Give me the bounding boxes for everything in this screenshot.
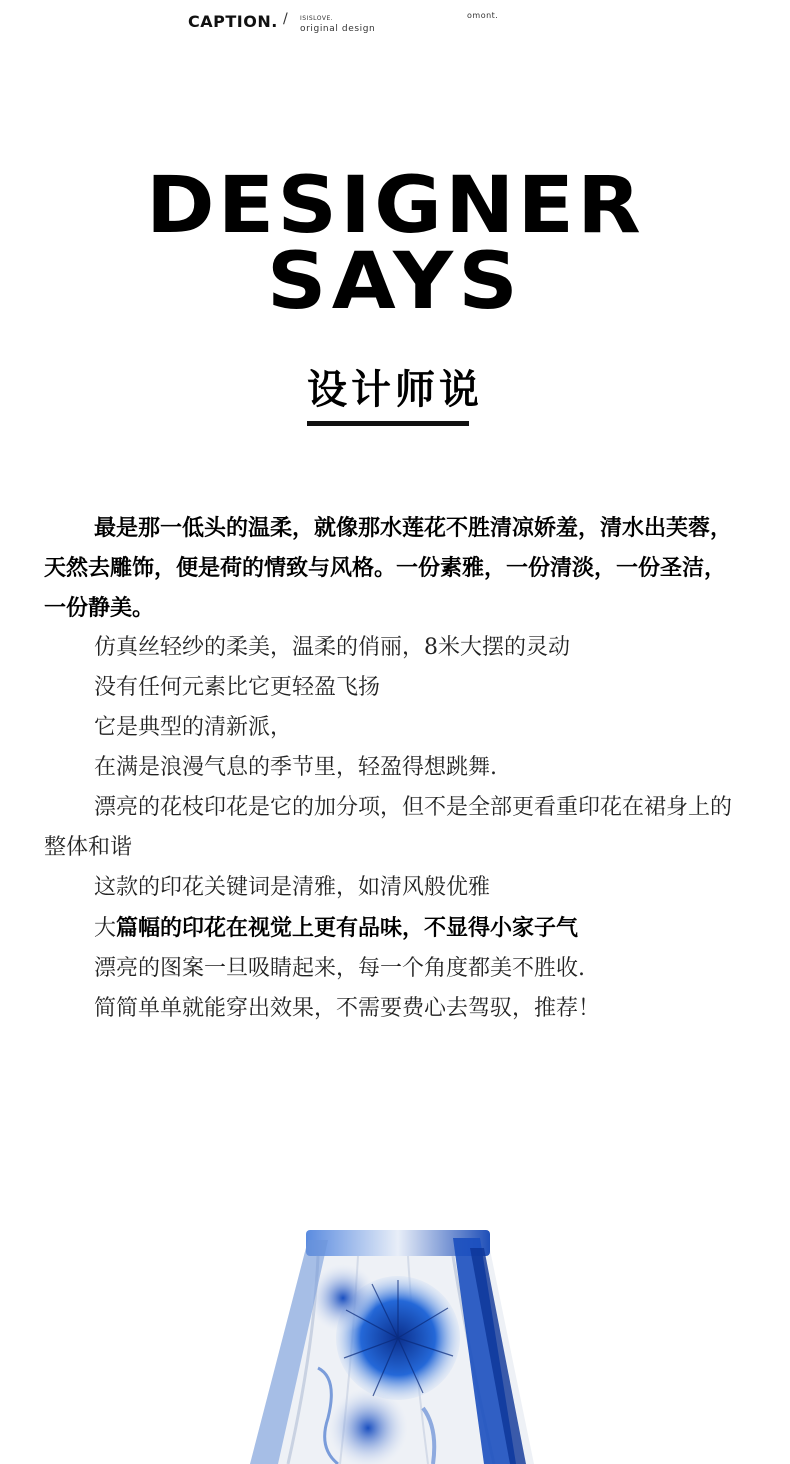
header-right-text: omont. (467, 11, 499, 20)
heading-line-2: SAYS (266, 237, 524, 327)
note-line: 仿真丝轻纱的柔美，温柔的俏丽，8米大摆的灵动 (94, 635, 570, 660)
designer-says-heading (0, 161, 790, 327)
heading-line-1: DESIGNER (145, 161, 645, 251)
brand-logo: CAPTION. (188, 12, 278, 31)
intro-paragraph: 最是那一低头的温柔，就像那水莲花不胜清凉娇羞，清水出芙蓉，天然去雕饰，便是荷的情致与风格。一份素雅，一份清淡，一份圣洁，一份静美。 (44, 515, 733, 621)
note-line: 没有任何元素比它更轻盈飞扬 (94, 675, 381, 700)
sub-brand-tagline: original design (300, 24, 376, 34)
note-line: 简简单单就能穿出效果，不需要费心去驾驭，推荐！ (94, 996, 601, 1021)
chinese-title: 设计师说 (307, 366, 483, 413)
brand-divider: / (283, 11, 288, 27)
note-line-emphasis (44, 908, 746, 949)
product-photo-skirt (248, 1228, 543, 1464)
sub-brand (300, 14, 375, 34)
emphasis-text: 篇幅的印花在视觉上更有品味，不显得小家子气 (116, 915, 579, 941)
note-line: 漂亮的图案一旦吸睛起来，每一个角度都美不胜收. (94, 956, 585, 981)
note-line: 漂亮的花枝印花是它的加分项，但不是全部更看重印花在裙身上的整体和谐 (44, 795, 733, 860)
note-line: 这款的印花关键词是清雅，如清风般优雅 (94, 875, 491, 900)
title-underline (307, 421, 469, 426)
header-bar (0, 0, 790, 40)
sub-brand-name: ISISLOVE. (300, 15, 334, 22)
skirt-illustration (248, 1228, 543, 1464)
designer-notes (44, 508, 746, 1029)
note-line: 在满是浪漫气息的季节里，轻盈得想跳舞. (94, 755, 497, 780)
note-line: 它是典型的清新派， (94, 715, 293, 740)
emphasis-lead: 大 (94, 916, 117, 941)
